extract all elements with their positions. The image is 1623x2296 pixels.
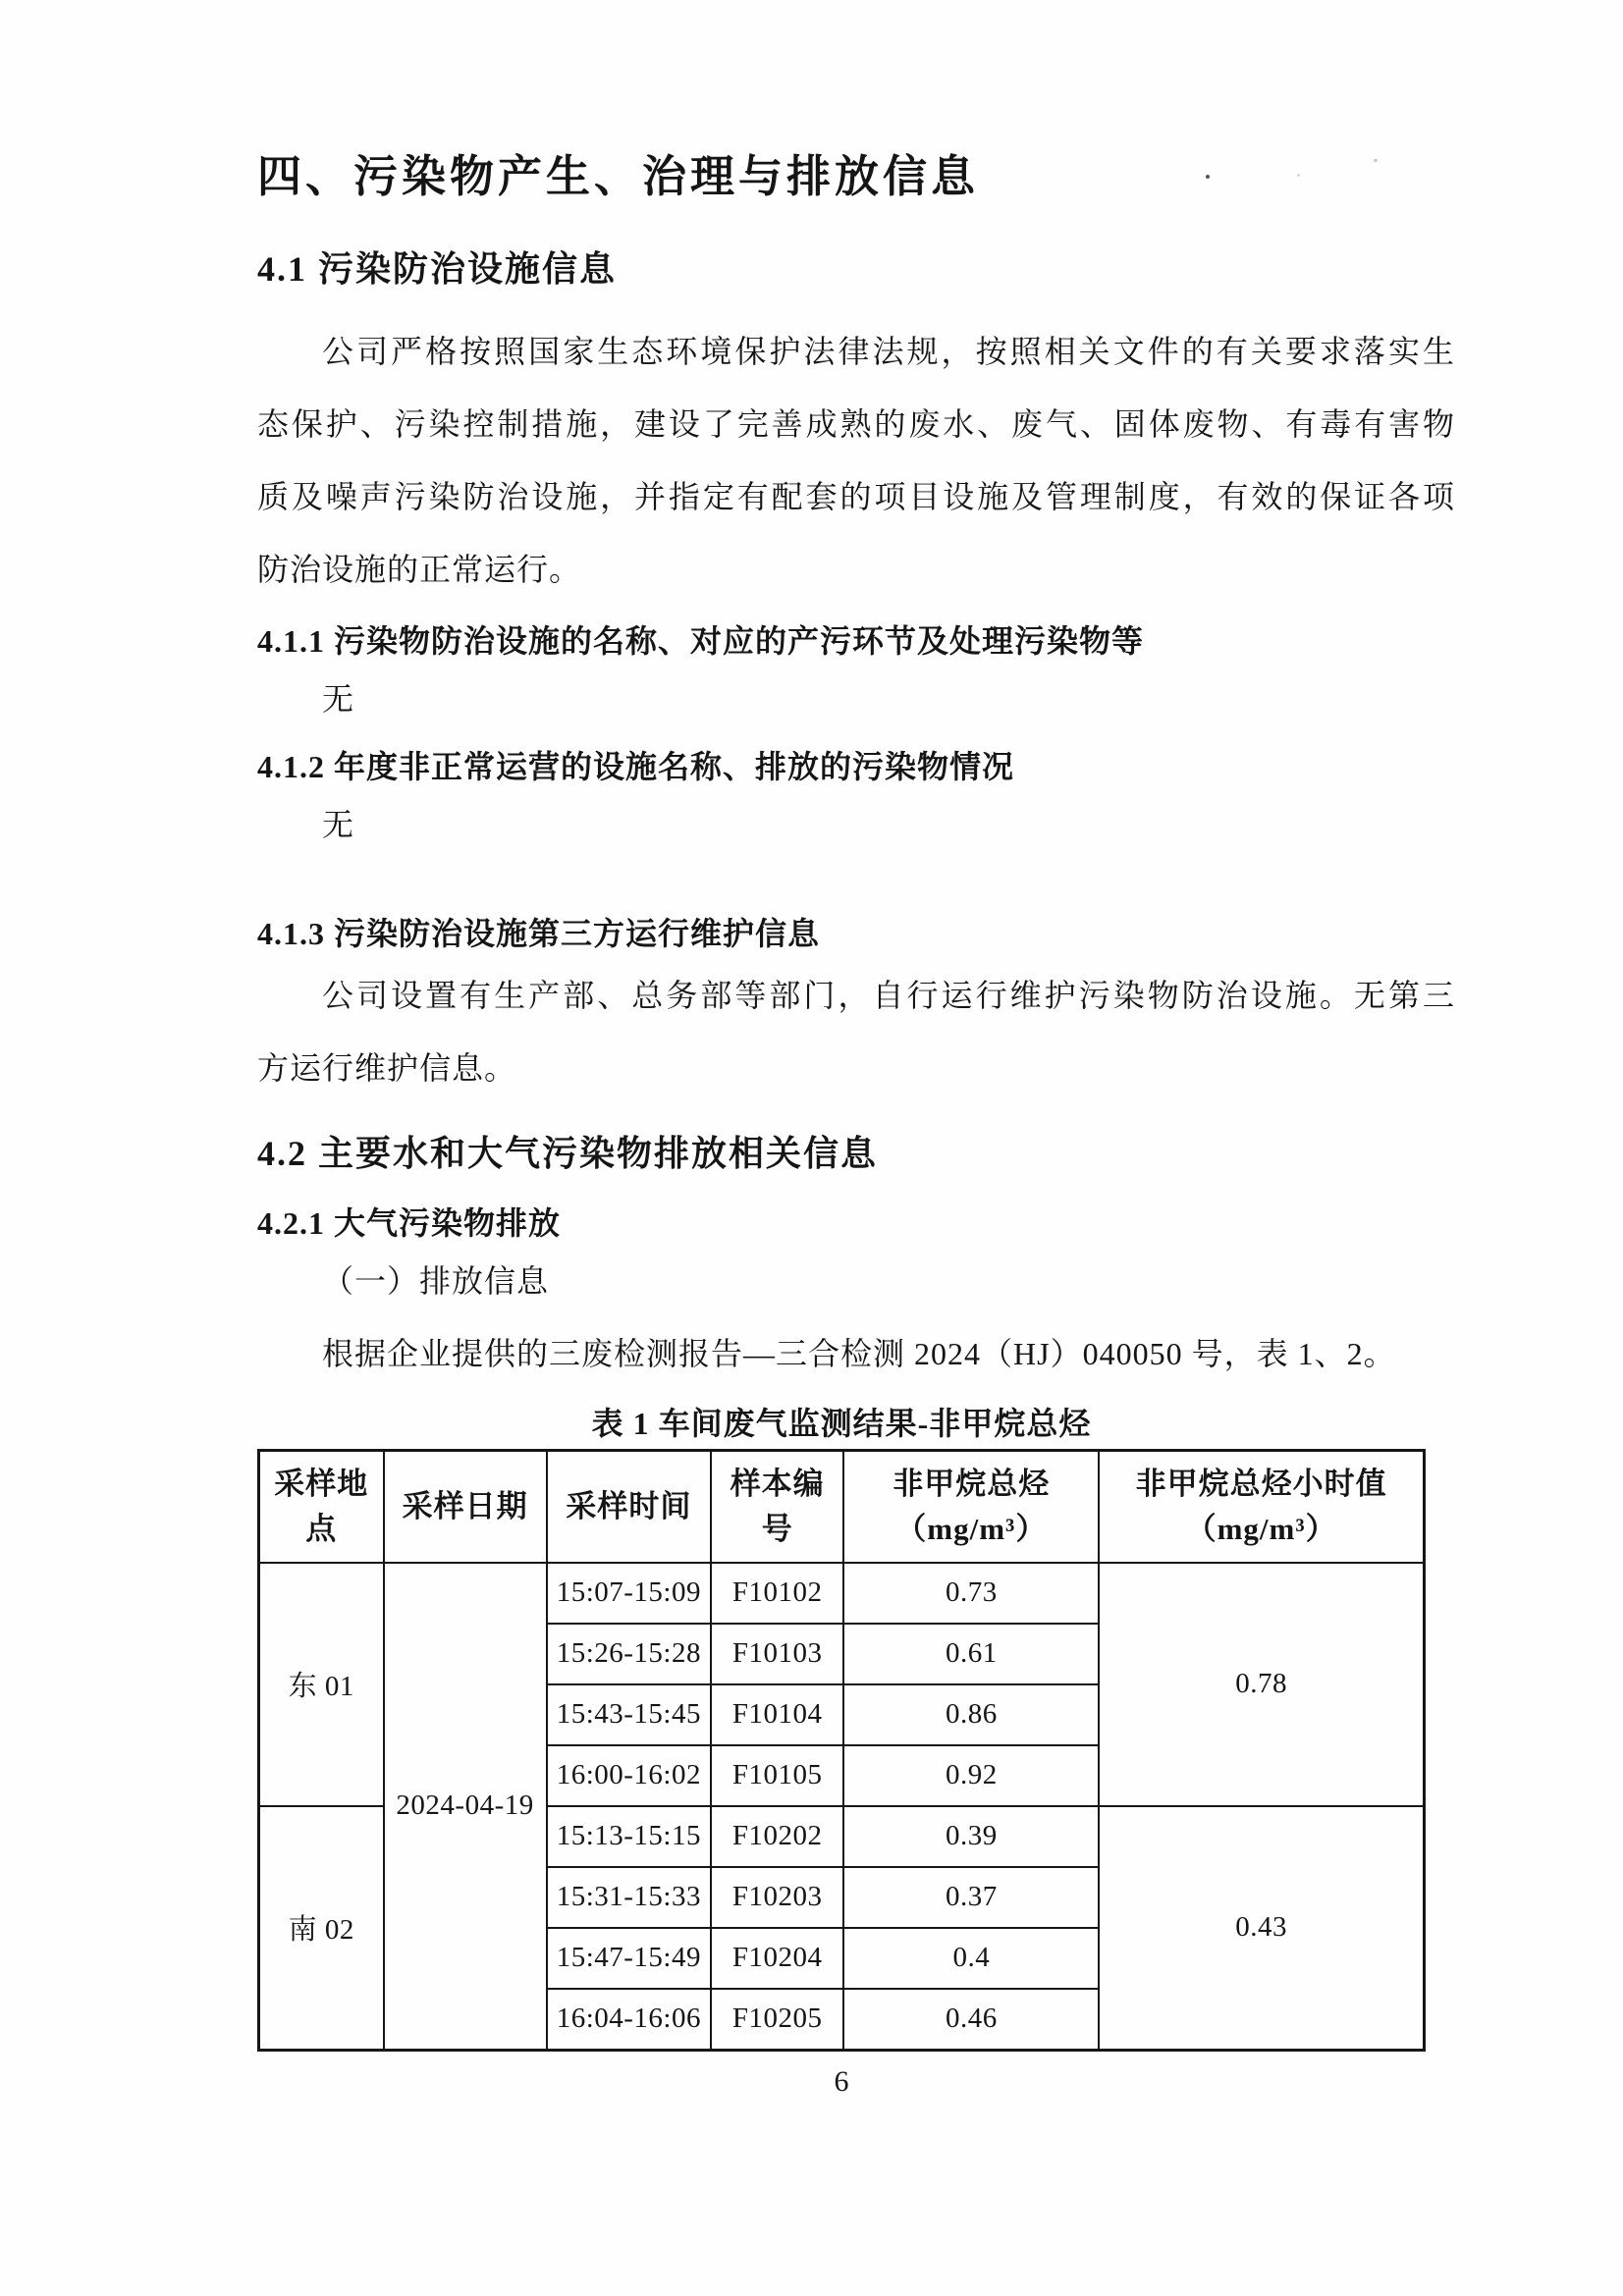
cell-time: 15:31-15:33	[547, 1867, 711, 1928]
cell-location-east01: 东 01	[259, 1563, 384, 1806]
cell-value: 0.61	[843, 1624, 1099, 1684]
paragraph-line: 态保护、污染控制措施，建设了完善成熟的废水、废气、固体废物、有毒有害物	[257, 406, 1455, 443]
cell-location-south02: 南 02	[259, 1806, 384, 2051]
cell-value: 0.46	[843, 1989, 1099, 2051]
col-header-sampling-date: 采样日期	[384, 1451, 547, 1563]
cell-sample-id: F10103	[711, 1624, 843, 1684]
heading-4-1-2: 4.1.2 年度非正常运营的设施名称、排放的污染物情况	[257, 749, 1015, 785]
cell-value: 0.86	[843, 1684, 1099, 1745]
cell-value: 0.4	[843, 1928, 1099, 1989]
col-header-nmhc-hourly-unit: （mg/m³）	[1185, 1512, 1337, 1546]
cell-sample-id: F10203	[711, 1867, 843, 1928]
cell-time: 15:26-15:28	[547, 1624, 711, 1684]
heading-4-1-1: 4.1.1 污染物防治设施的名称、对应的产污环节及处理污染物等	[257, 623, 1145, 660]
paragraph-line: 质及噪声污染防治设施，并指定有配套的项目设施及管理制度，有效的保证各项	[257, 479, 1455, 515]
cell-time: 15:47-15:49	[547, 1928, 711, 1989]
col-header-nmhc-hourly	[1099, 1451, 1424, 1563]
table-row	[259, 1563, 1425, 1624]
paragraph-line: 方运行维护信息。	[257, 1050, 517, 1087]
paragraph-4-1-3	[257, 959, 1455, 1104]
cell-time: 15:07-15:09	[547, 1563, 711, 1624]
cell-hourly-value-south02: 0.43	[1099, 1806, 1424, 2051]
cell-sample-id: F10202	[711, 1806, 843, 1867]
cell-time: 15:13-15:15	[547, 1806, 711, 1867]
cell-sample-id: F10104	[711, 1684, 843, 1745]
heading-4-2-1: 4.2.1 大气污染物排放	[257, 1205, 562, 1242]
heading-4-2: 4.2 主要水和大气污染物排放相关信息	[257, 1134, 879, 1174]
table1-workshop-exhaust-monitoring	[257, 1449, 1426, 2052]
col-header-sample-no: 样本编号	[711, 1451, 843, 1563]
heading-4-1-3: 4.1.3 污染防治设施第三方运行维护信息	[257, 916, 821, 952]
cell-value: 0.37	[843, 1867, 1099, 1928]
cell-sample-id: F10102	[711, 1563, 843, 1624]
col-header-sampling-time: 采样时间	[547, 1451, 711, 1563]
cell-time: 15:43-15:45	[547, 1684, 711, 1745]
col-header-sampling-location: 采样地点	[259, 1451, 384, 1563]
cell-time: 16:00-16:02	[547, 1745, 711, 1806]
heading-4-1: 4.1 污染防治设施信息	[257, 249, 618, 290]
page-number: 6	[834, 2064, 849, 2098]
table1-caption: 表 1 车间废气监测结果-非甲烷总烃	[591, 1406, 1092, 1442]
paragraph-4-1	[257, 315, 1455, 606]
cell-sample-id: F10204	[711, 1928, 843, 1989]
page-title: 四、污染物产生、治理与排放信息	[257, 152, 980, 201]
page-content	[257, 0, 1455, 2099]
paragraph-line: 防治设施的正常运行。	[257, 552, 582, 588]
cell-value: 0.92	[843, 1745, 1099, 1806]
section-4-2-1-subheading: （一）排放信息	[322, 1263, 550, 1300]
col-header-nmhc-unit: （mg/m³）	[895, 1512, 1048, 1546]
section-4-1-2-content: 无	[322, 807, 355, 843]
cell-hourly-value-east01: 0.78	[1099, 1563, 1424, 1806]
cell-time: 16:04-16:06	[547, 1989, 711, 2051]
cell-sample-id: F10205	[711, 1989, 843, 2051]
cell-value: 0.73	[843, 1563, 1099, 1624]
section-4-1-1-content: 无	[322, 681, 355, 718]
paragraph-line: 公司设置有生产部、总务部等部门，自行运行维护污染物防治设施。无第三	[322, 978, 1455, 1014]
cell-value: 0.39	[843, 1806, 1099, 1867]
col-header-nmhc-hourly-label: 非甲烷总烃小时值	[1135, 1467, 1387, 1501]
col-header-nmhc	[843, 1451, 1099, 1563]
cell-sample-id: F10105	[711, 1745, 843, 1806]
paragraph-line: 公司严格按照国家生态环境保护法律法规，按照相关文件的有关要求落实生	[322, 334, 1455, 370]
table-header-row	[259, 1451, 1425, 1563]
col-header-nmhc-label: 非甲烷总烃	[893, 1467, 1051, 1501]
cell-sampling-date: 2024-04-19	[384, 1563, 547, 2051]
section-4-2-1-paragraph: 根据企业提供的三废检测报告—三合检测 2024（HJ）040050 号，表 1、2。	[322, 1336, 1396, 1372]
